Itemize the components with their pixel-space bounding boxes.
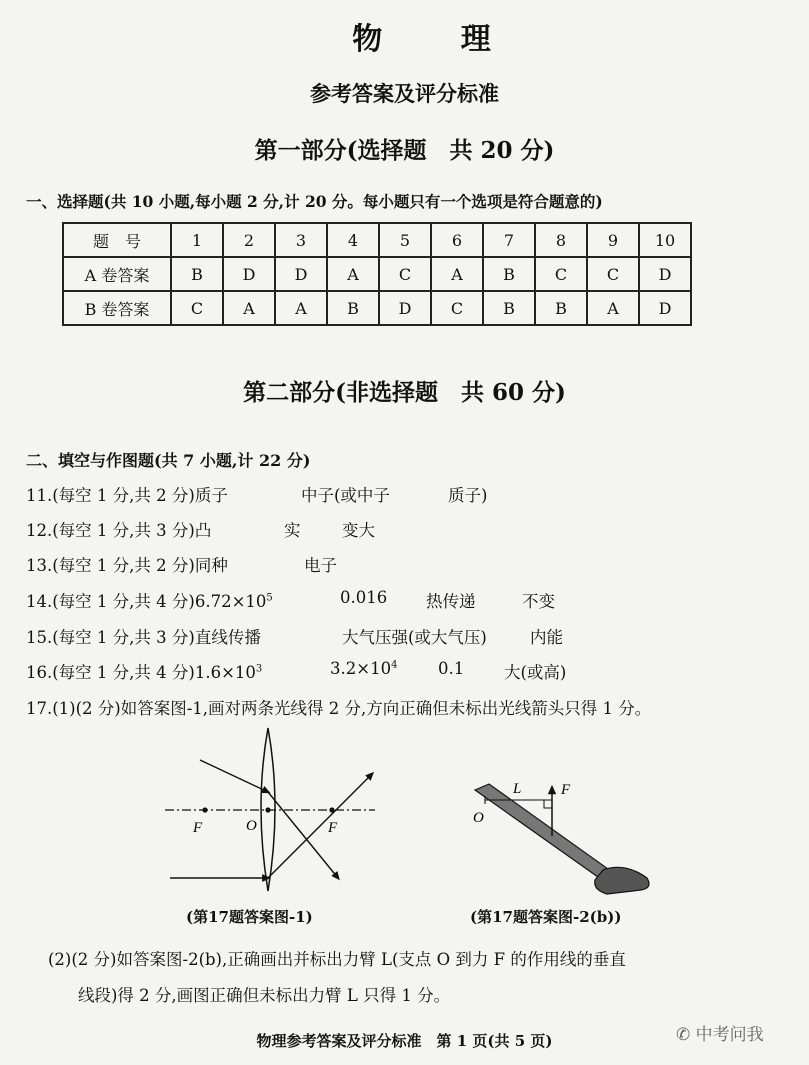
section-two-heading: 二、填空与作图题(共 7 小题,计 22 分) <box>26 451 311 470</box>
table-cell: C <box>431 291 483 325</box>
shovel-blade <box>595 867 649 894</box>
answer-value: 6.72×10 <box>194 592 267 611</box>
table-cell: A <box>431 257 483 291</box>
table-cell: C <box>379 257 431 291</box>
table-row <box>63 257 691 291</box>
figure-1-caption: (第17题答案图-1) <box>186 908 313 926</box>
page-title: 物 理 <box>352 22 525 57</box>
table-cell: D <box>379 291 431 325</box>
table-cell: 9 <box>587 223 639 257</box>
table-cell: D <box>275 257 327 291</box>
table-row <box>63 291 691 325</box>
optical-center <box>265 807 270 812</box>
table-cell: 10 <box>639 223 691 257</box>
answer-value: 实 <box>284 521 301 540</box>
table-header-row <box>63 223 691 257</box>
table-cell: D <box>223 257 275 291</box>
part-two-heading: 第二部分(非选择题 共 60 分) <box>243 379 566 406</box>
answer-line-17-2b: 线段)得 2 分,画图正确但未标出力臂 L 只得 1 分。 <box>78 986 451 1005</box>
table-cell: B <box>483 291 535 325</box>
page-subtitle: 参考答案及评分标准 <box>310 81 499 106</box>
table-cell: A <box>587 291 639 325</box>
answer-value: 内能 <box>530 628 563 647</box>
exponent: 3 <box>255 663 263 675</box>
exponent: 5 <box>266 592 273 604</box>
answer-line-13 <box>26 552 337 576</box>
answer-line-11 <box>26 482 488 506</box>
question-number: 12.(每空 1 分,共 3 分) <box>26 521 195 540</box>
table-cell: 2 <box>223 223 275 257</box>
focal-point-left <box>202 807 207 812</box>
label-o: O <box>246 818 257 834</box>
table-cell: C <box>535 257 587 291</box>
answer-value: 大(或高) <box>504 663 567 682</box>
table-cell: 3 <box>275 223 327 257</box>
incident-ray-top <box>200 760 268 792</box>
table-cell: D <box>639 291 691 325</box>
label-f-left: F <box>193 820 203 836</box>
answer-value: 直线传播 <box>194 628 261 647</box>
table-cell: 5 <box>379 223 431 257</box>
label-f-right: F <box>328 820 338 836</box>
answer-value: 质子) <box>448 486 488 505</box>
shovel-handle <box>475 784 615 882</box>
answer-line-17-2a: (2)(2 分)如答案图-2(b),正确画出并标出力臂 L(支点 O 到力 F 的作用线的垂直 <box>48 950 626 969</box>
watermark <box>676 1020 764 1045</box>
page-footer: 物理参考答案及评分标准 第 1 页(共 5 页) <box>256 1032 553 1050</box>
answer-value: 电子 <box>304 556 337 575</box>
answer-value: 1.6×10 <box>194 663 256 682</box>
focal-point-right <box>329 807 334 812</box>
label-force: F <box>561 782 571 798</box>
table-cell: B <box>483 257 535 291</box>
question-number: 16.(每空 1 分,共 4 分) <box>26 663 195 682</box>
table-cell: 6 <box>431 223 483 257</box>
answer-line-17-1: 17.(1)(2 分)如答案图-1,画对两条光线得 2 分,方向正确但未标出光线箭头只得 1 分。 <box>26 699 652 718</box>
table-cell: 7 <box>483 223 535 257</box>
table-cell: B <box>327 291 379 325</box>
watermark-text: 中考问我 <box>695 1025 764 1045</box>
answer-value: 同种 <box>194 556 228 575</box>
figure-2-caption: (第17题答案图-2(b)) <box>470 908 622 926</box>
answer-value: 不变 <box>522 592 555 611</box>
part-one-heading: 第一部分(选择题 共 20 分) <box>254 137 555 164</box>
answer-line-15 <box>26 624 563 648</box>
answer-value: 中子(或中子 <box>301 486 390 505</box>
answer-value: 质子 <box>194 486 228 505</box>
answer-line-14 <box>26 588 555 612</box>
shovel-lever-diagram <box>465 770 665 900</box>
answer-line-12 <box>26 517 375 541</box>
question-number: 14.(每空 1 分,共 4 分) <box>26 592 195 611</box>
table-cell: D <box>639 257 691 291</box>
answer-table <box>62 222 692 326</box>
label-l: L <box>513 781 522 797</box>
question-number: 15.(每空 1 分,共 3 分) <box>26 628 195 647</box>
table-cell: 8 <box>535 223 587 257</box>
table-cell: 4 <box>327 223 379 257</box>
table-cell: A <box>275 291 327 325</box>
table-cell: A <box>223 291 275 325</box>
table-cell: B <box>535 291 587 325</box>
table-cell: 1 <box>171 223 223 257</box>
label-pivot: O <box>473 810 484 826</box>
table-cell: B <box>171 257 223 291</box>
answer-value: 0.1 <box>438 659 465 678</box>
exponent: 4 <box>391 659 398 671</box>
table-cell: C <box>171 291 223 325</box>
question-number: 11.(每空 1 分,共 2 分) <box>26 486 195 505</box>
right-angle-mark <box>544 800 552 808</box>
refracted-ray-bottom <box>268 774 372 878</box>
table-header-label: 题 号 <box>63 223 171 257</box>
answer-value: 凸 <box>194 521 212 540</box>
row-label: B 卷答案 <box>63 291 171 325</box>
lens-ray-diagram <box>160 726 400 896</box>
chat-bubble-icon: ✆ <box>676 1025 696 1045</box>
question-number: 13.(每空 1 分,共 2 分) <box>26 556 195 575</box>
row-label: A 卷答案 <box>63 257 171 291</box>
table-cell: C <box>587 257 639 291</box>
answer-value: 变大 <box>342 521 375 540</box>
answer-value: 0.016 <box>340 588 388 607</box>
answer-value <box>330 659 397 678</box>
table-cell: A <box>327 257 379 291</box>
answer-value: 大气压强(或大气压) <box>342 628 487 647</box>
answer-value: 热传递 <box>426 592 476 611</box>
section-one-heading: 一、选择题(共 10 小题,每小题 2 分,计 20 分。每小题只有一个选项是符合题意的) <box>26 192 603 211</box>
answer-value-base: 3.2×10 <box>330 659 392 678</box>
